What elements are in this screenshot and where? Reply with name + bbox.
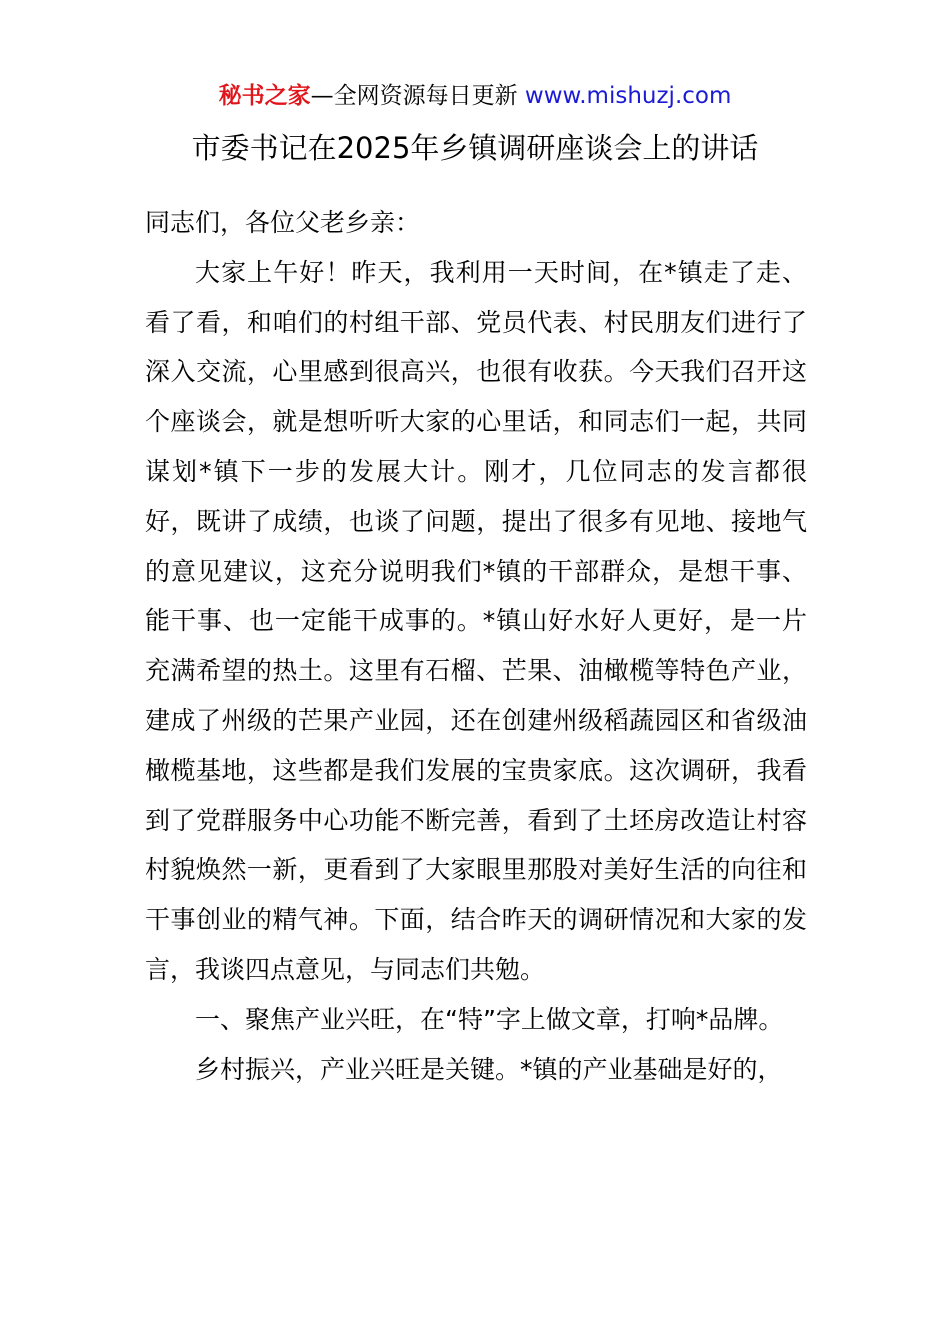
document-title: 市委书记在2025年乡镇调研座谈会上的讲话	[191, 131, 759, 165]
site-url-link[interactable]: www.mishuzj.com	[524, 83, 732, 109]
site-header	[0, 80, 950, 112]
salutation: 同志们，各位父老乡亲：	[145, 208, 421, 237]
paragraph-opening: 大家上午好！昨天，我利用一天时间，在*镇走了走、看了看，和咱们的村组干部、党员代表、村民朋友们进行了深入交流，心里感到很高兴，也很有收获。今天我们召开这个座谈会，就是想听听大家的心里话，和同志们一起，共同谋划*镇下一步的发展大计。刚才，几位同志的发言都很好，既讲了成绩，也谈了问题，提出了很多有见地、接地气的意见建议，这充分说明我们*镇的干部群众，是想干事、能干事、也一定能干成事的。*镇山好水好人更好，是一片充满希望的热土。这里有石榴、芒果、油橄榄等特色产业，建成了州级的芒果产业园，还在创建州级稻蔬园区和省级油橄榄基地，这些都是我们发展的宝贵家底。这次调研，我看到了党群服务中心功能不断完善，看到了土坯房改造让村容村貌焕然一新，更看到了大家眼里那股对美好生活的向往和干事创业的精气神。下面，结合昨天的调研情况和大家的发言，我谈四点意见，与同志们共勉。	[145, 257, 807, 984]
section-heading-1: 一、聚焦产业兴旺，在“特”字上做文章，打响*品牌。	[195, 1004, 784, 1034]
document-body	[145, 198, 807, 1094]
site-slogan: —全网资源每日更新	[310, 83, 525, 109]
paragraph-section-1: 乡村振兴，产业兴旺是关键。*镇的产业基础是好的，	[195, 1054, 783, 1084]
site-name: 秘书之家	[218, 83, 311, 109]
